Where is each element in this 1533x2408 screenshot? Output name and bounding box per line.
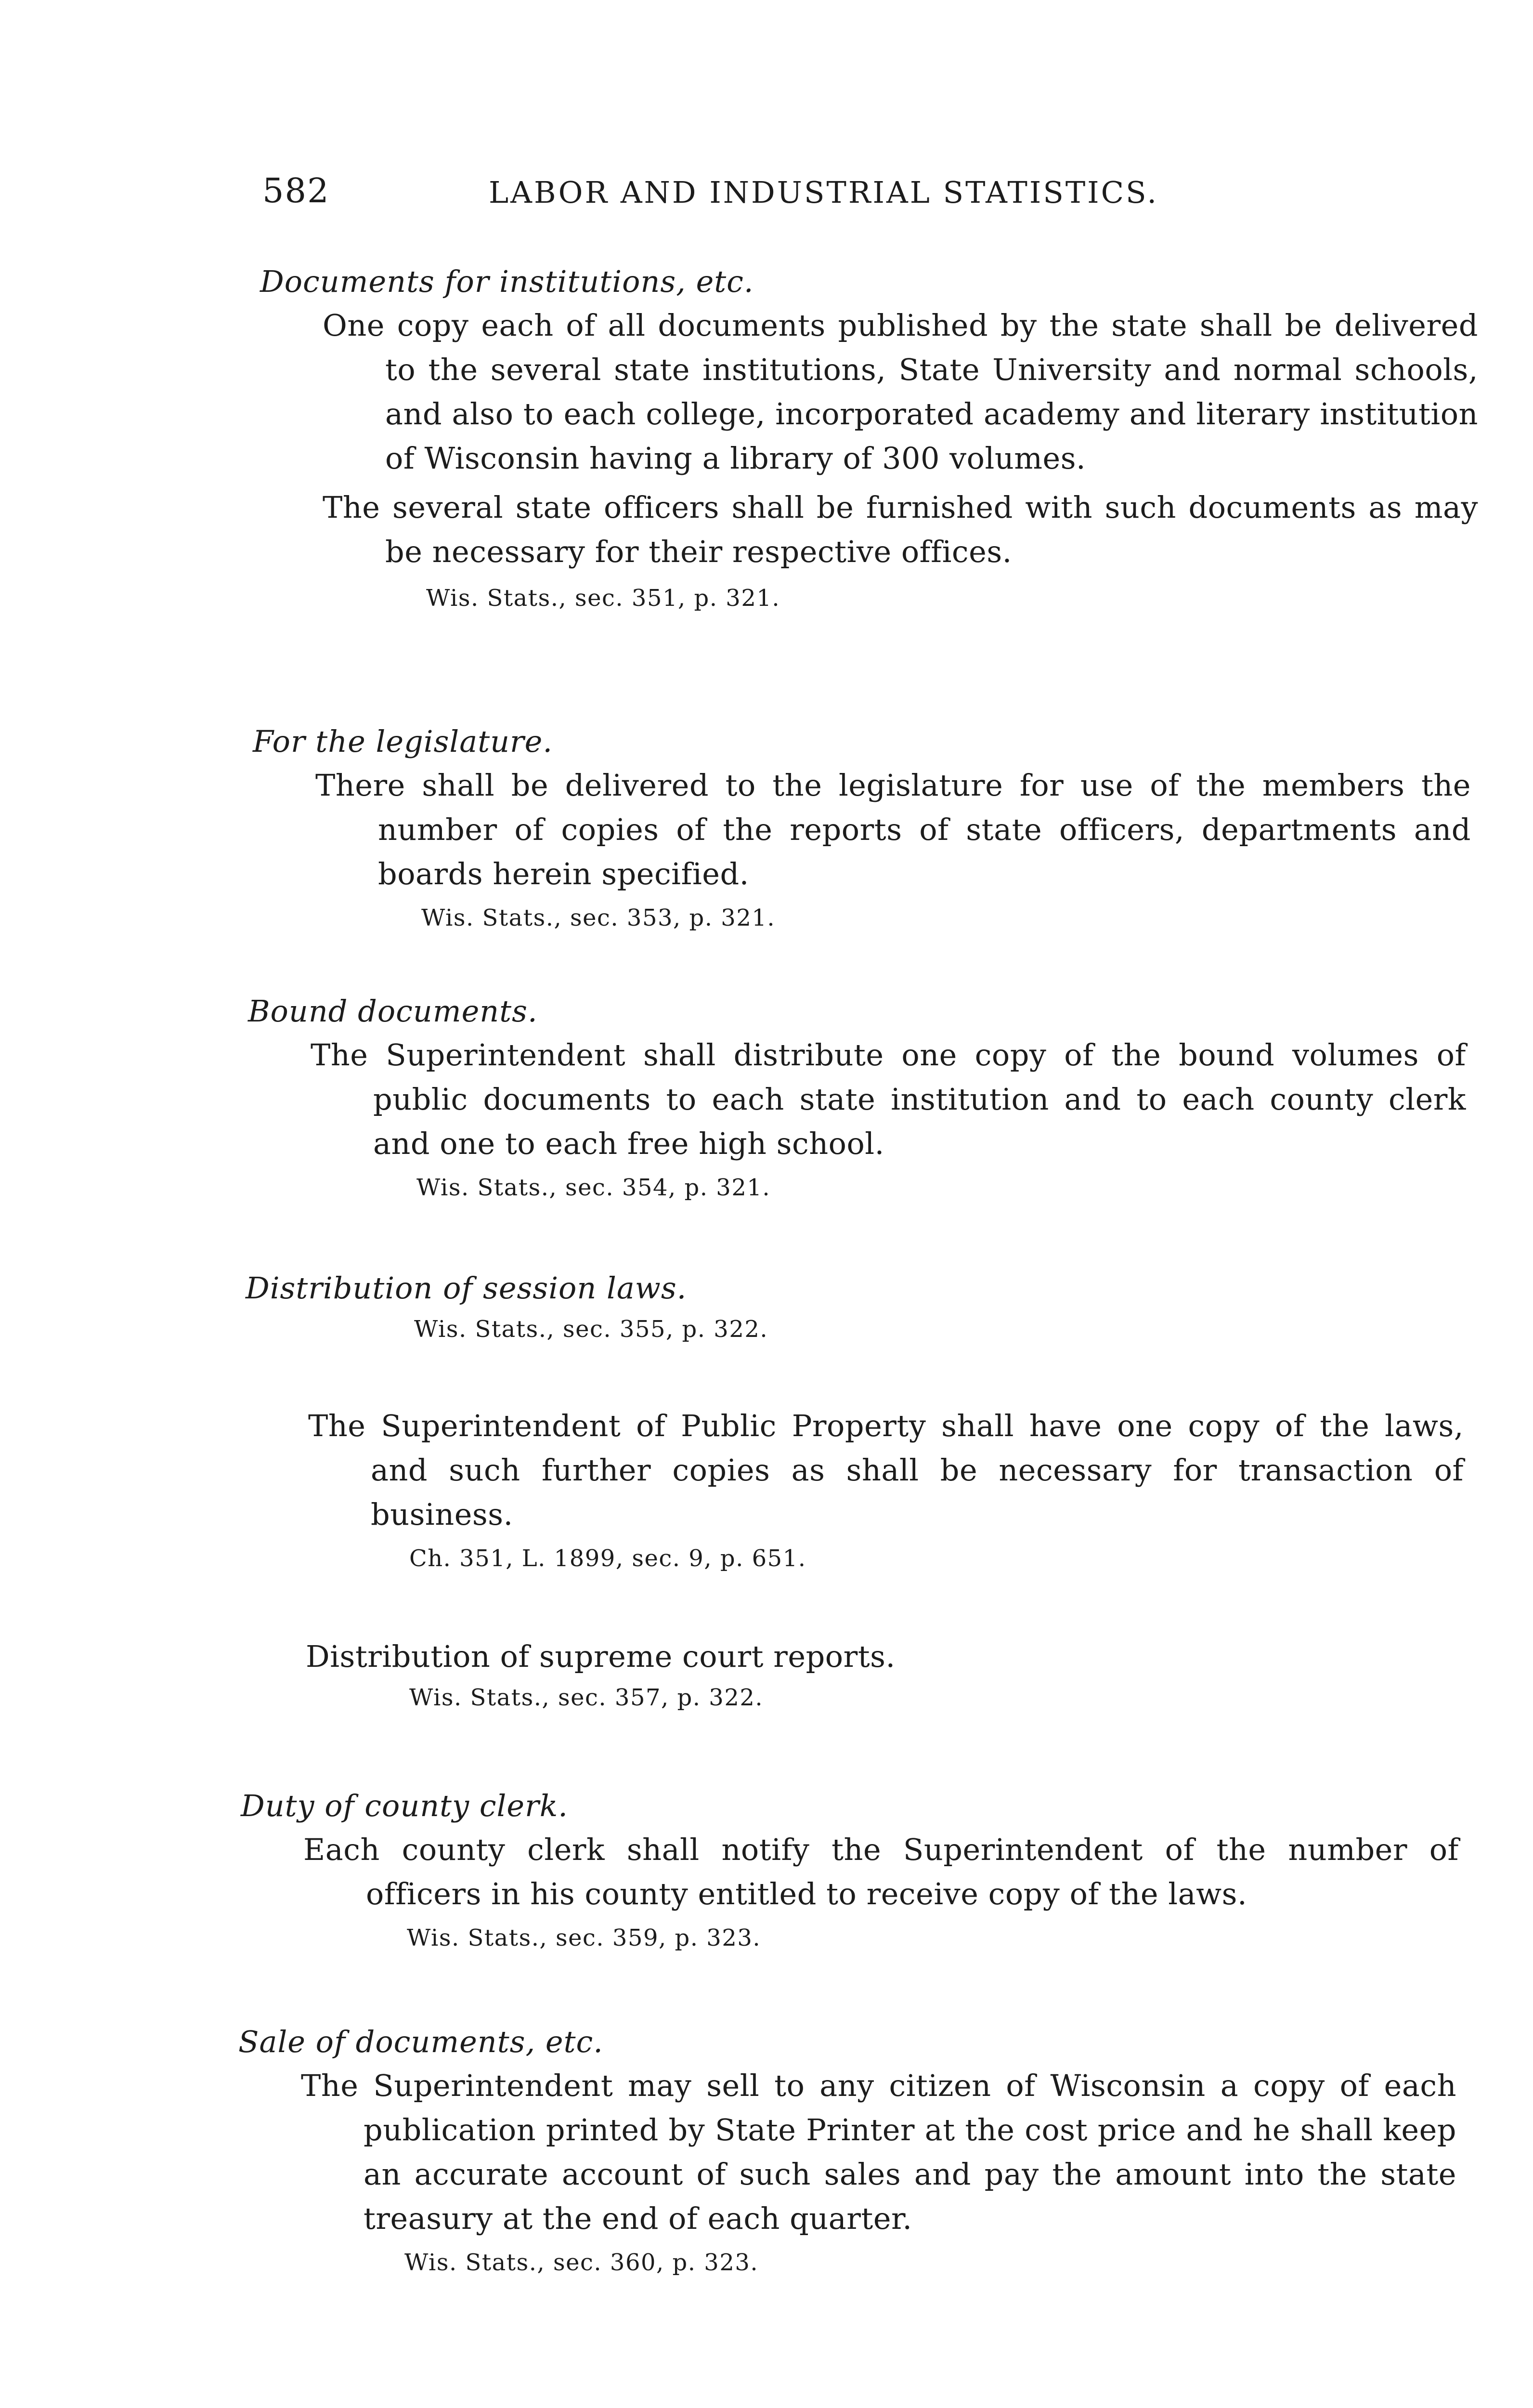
page-number: 582 xyxy=(262,171,330,210)
section-paragraph: The Superintendent may sell to any citizen of Wisconsin a copy of each publication printed by State Printer at the cost price and he shall keep an accurate account of such sales and pay the amount into the state treasury at the end of each quarter. xyxy=(301,2068,1456,2236)
citation: Wis. Stats., sec. 354, p. 321. xyxy=(416,1174,771,1201)
section-distribution-of-session-laws xyxy=(246,1267,1411,1348)
running-title: LABOR AND INDUSTRIAL STATISTICS. xyxy=(489,175,1159,210)
section-documents-for-institutions xyxy=(260,260,1478,617)
section-sale-of-documents xyxy=(238,2020,1456,2282)
section-paragraph: There shall be delivered to the legislature for use of the members the number of copies of the reports of state officers, departments and boards herein specified. xyxy=(315,768,1471,891)
citation: Ch. 351, L. 1899, sec. 9, p. 651. xyxy=(409,1545,806,1572)
section-heading: Distribution of session laws. xyxy=(246,1270,687,1306)
section-for-the-legislature xyxy=(253,720,1471,937)
citation: Wis. Stats., sec. 360, p. 323. xyxy=(404,2249,759,2276)
section-paragraph: The Superintendent of Public Property shall have one copy of the laws, and such further copies as shall be necessary for transaction of business. xyxy=(308,1408,1464,1532)
section-paragraph: Each county clerk shall notify the Superintendent of the number of officers in his county entitled to receive copy of the laws. xyxy=(303,1832,1459,1911)
section-heading: For the legislature. xyxy=(253,724,553,759)
section-superintendent-laws xyxy=(246,1404,1464,1578)
section-paragraph: The Superintendent shall distribute one copy of the bound volumes of public documents to each state institution and to each county clerk and one to each free high school. xyxy=(311,1037,1466,1161)
section-supreme-court-reports xyxy=(306,1635,1471,1717)
section-duty-of-county-clerk xyxy=(241,1784,1459,1957)
citation: Wis. Stats., sec. 353, p. 321. xyxy=(421,904,776,931)
section-heading: Distribution of supreme court reports. xyxy=(306,1639,896,1674)
citation: Wis. Stats., sec. 351, p. 321. xyxy=(426,585,780,612)
section-heading: Sale of documents, etc. xyxy=(238,2024,603,2059)
section-paragraph: The several state officers shall be furnished with such documents as may be necessary for their respective offices. xyxy=(323,490,1478,569)
citation: Wis. Stats., sec. 355, p. 322. xyxy=(414,1316,768,1343)
page-header xyxy=(262,171,1225,219)
citation: Wis. Stats., sec. 357, p. 322. xyxy=(409,1684,764,1711)
section-bound-documents xyxy=(248,990,1466,1207)
citation: Wis. Stats., sec. 359, p. 323. xyxy=(407,1924,761,1951)
section-heading: Duty of county clerk. xyxy=(241,1788,568,1823)
section-heading: Bound documents. xyxy=(248,994,538,1029)
section-paragraph: One copy each of all documents published by the state shall be delivered to the several state institutions, State University and normal schools, and also to each college, incorporated academy and literary institution of Wisconsin having a library of 300 volumes. xyxy=(323,308,1478,476)
section-heading: Documents for institutions, etc. xyxy=(260,264,754,299)
